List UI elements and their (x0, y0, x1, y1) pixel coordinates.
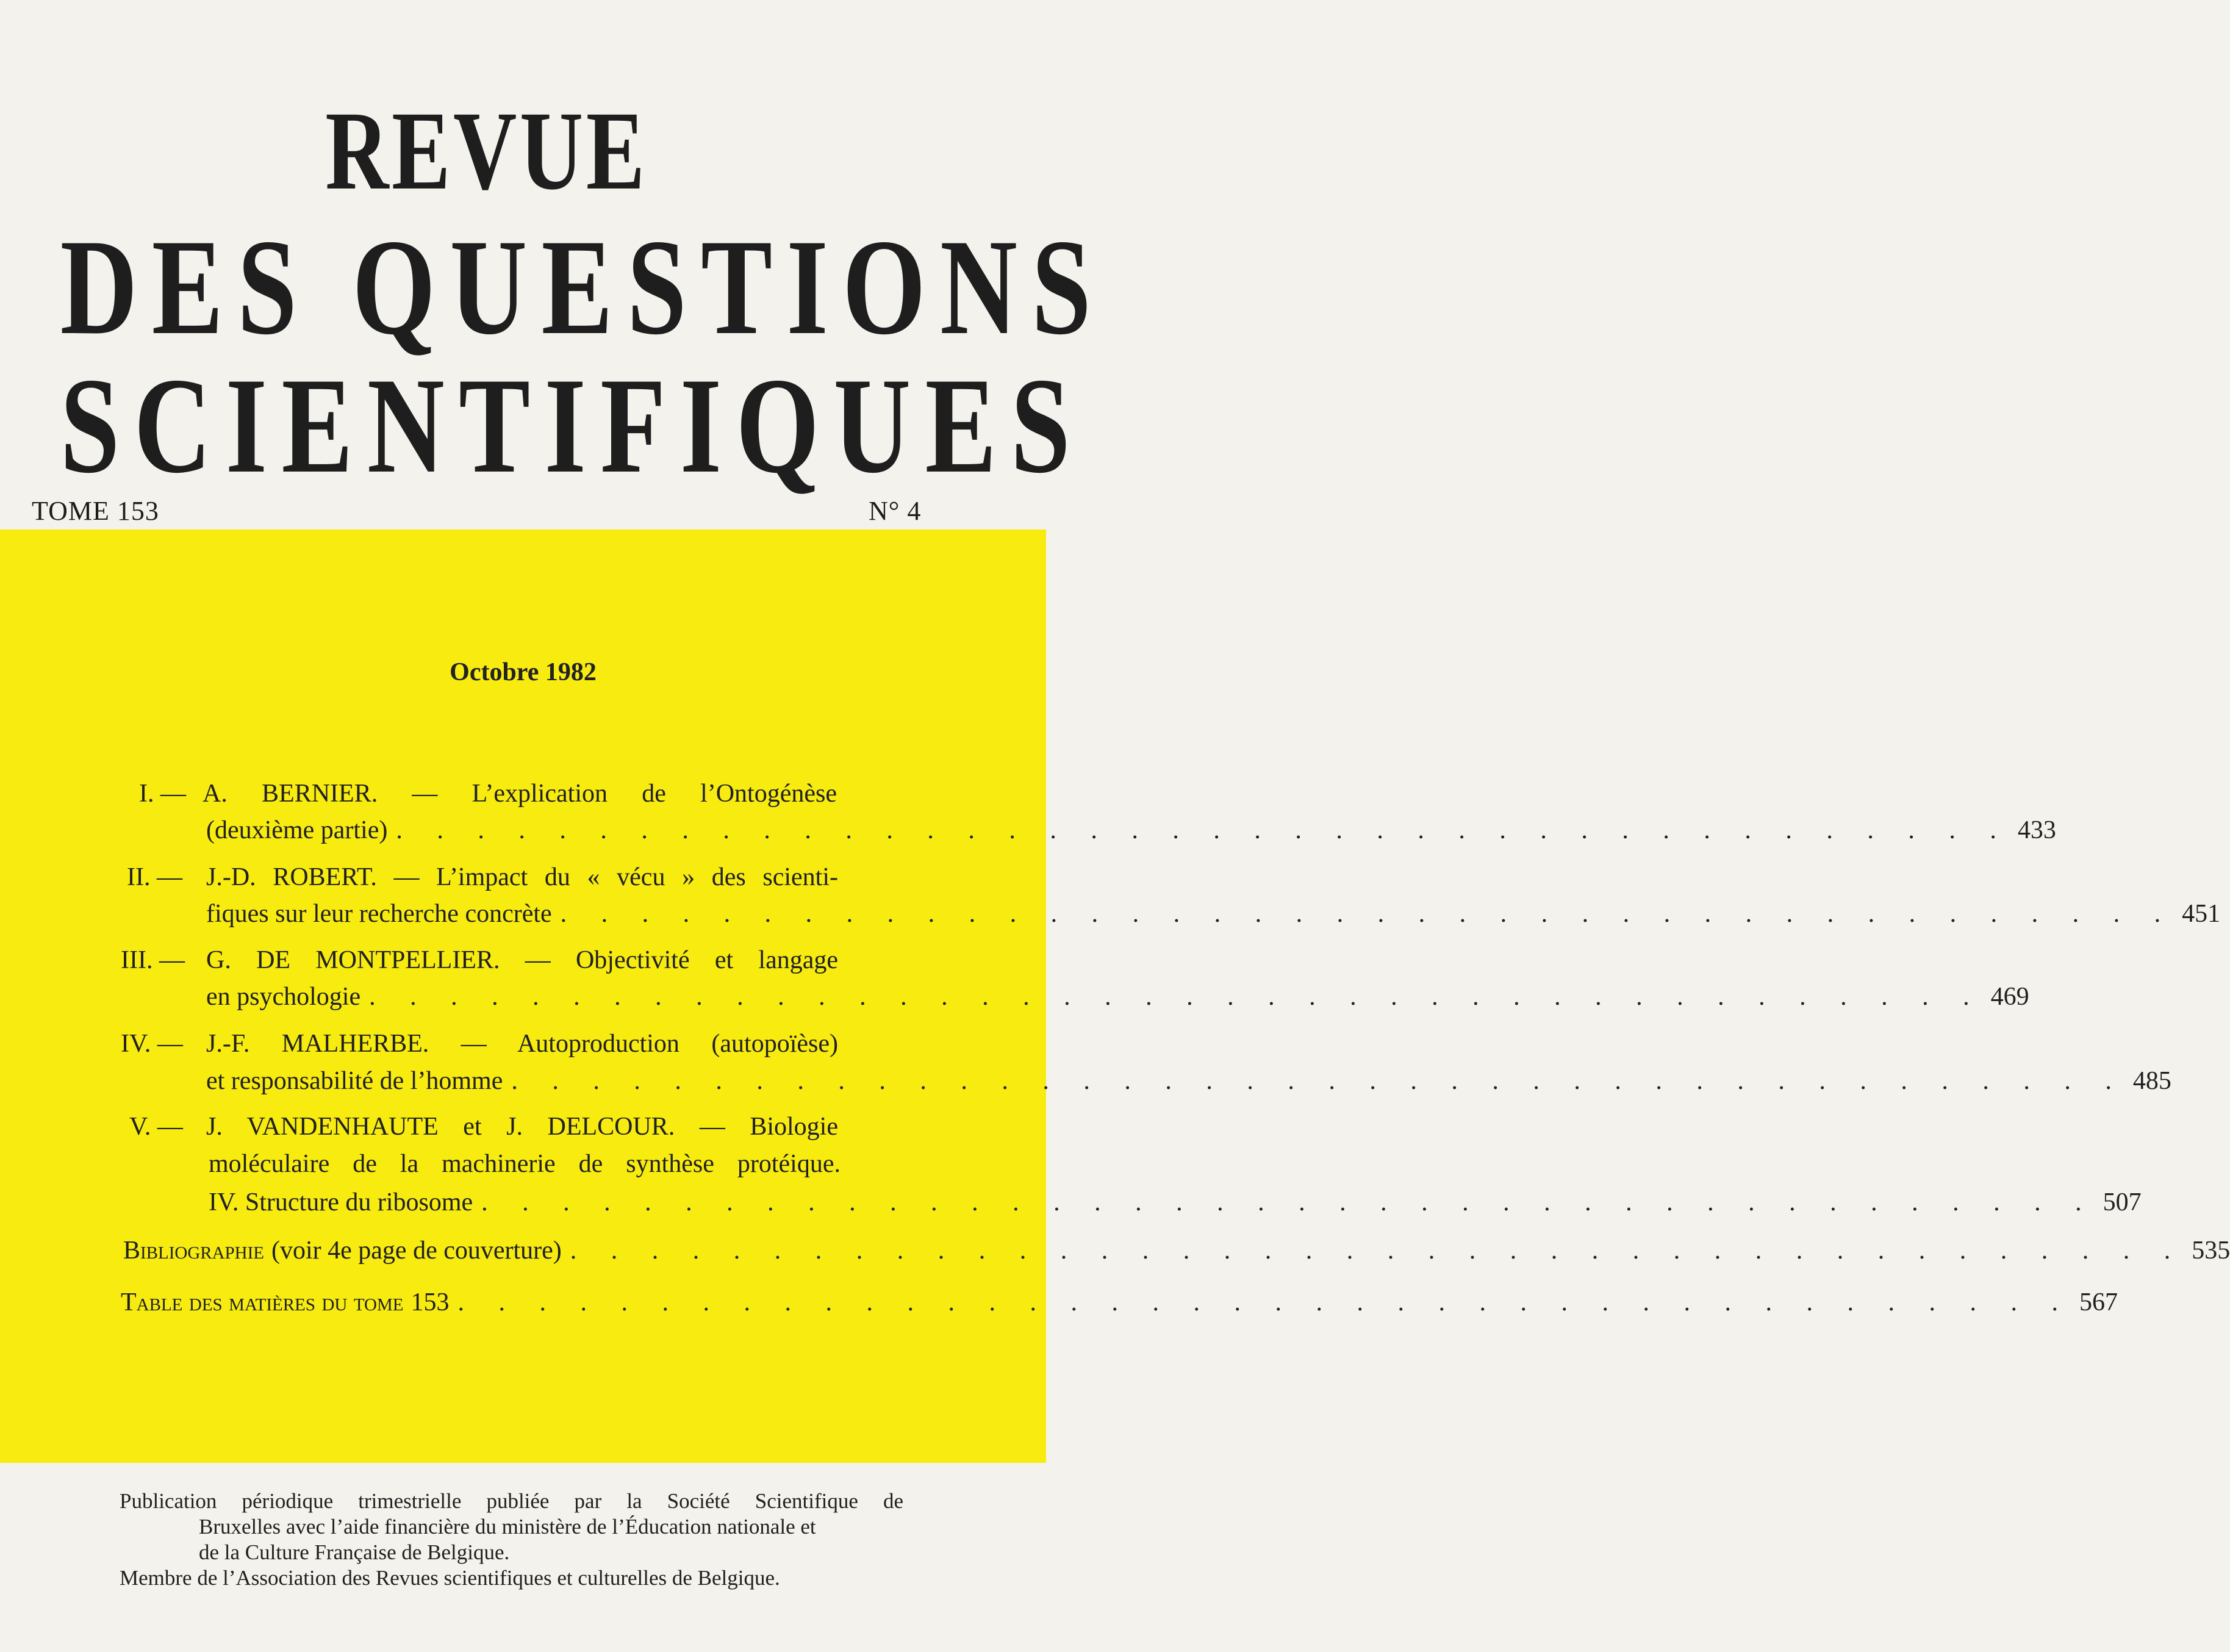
publisher-note-line-3: de la Culture Française de Belgique. (199, 1540, 510, 1564)
issue-number: N° 4 (869, 496, 922, 526)
toc-numeral: III. — (121, 946, 185, 974)
toc-numeral: II. — (127, 863, 182, 891)
toc-entry-subtitle: fiques sur leur recherche concrète (206, 900, 552, 928)
toc-entry-title: J.-D. ROBERT. — L’impact du « vécu » des scienti- (206, 863, 838, 891)
toc-entry-title: J.-F. MALHERBE. — Autoproduction (autopoïèse) (206, 1030, 838, 1058)
dot-leader: . . . . . . . . . . . . . . . . . . . . . . . . . . . . . . . . . . . . . . . . (511, 1067, 2126, 1095)
toc-entry-last-line (206, 983, 2029, 1011)
toc-page-number: 485 (2132, 1067, 2171, 1095)
toc-entry-last-line (206, 1067, 2171, 1095)
publisher-note (120, 1489, 903, 1591)
toc-entry-title: G. DE MONTPELLIER. — Objectivité et langage (206, 946, 838, 974)
dot-leader: . . . . . . . . . . . . . . . . . . . . . . . . . . . . . . . . . . . . . . . . (481, 1188, 2096, 1216)
toc-entry-last-line (209, 1188, 2142, 1216)
toc-table-of-contents (121, 1288, 2118, 1316)
dot-leader: . . . . . . . . . . . . . . . . . . . . . . . . . . . . . . . . . . . . . . . . (396, 816, 2010, 844)
bibliography-note: (voir 4e page de couverture) (271, 1237, 562, 1265)
table-volume: 153 (411, 1288, 450, 1316)
toc-page-number: 567 (2079, 1288, 2118, 1316)
volume-label: TOME 153 (32, 496, 159, 526)
masthead-line-2: DES QUESTIONS (60, 210, 1106, 363)
masthead-line-3: SCIENTIFIQUES (60, 349, 1085, 501)
toc-entry-last-line (206, 900, 2221, 928)
toc-page-number: 535 (2192, 1237, 2230, 1265)
bibliography-label: Bibliographie (123, 1237, 264, 1265)
dot-leader: . . . . . . . . . . . . . . . . . . . . . . . . . . . . . . . . . . . . . . . . (369, 983, 1984, 1011)
toc-numeral: V. — (129, 1113, 183, 1141)
table-label: Table des matières du tome (121, 1288, 404, 1316)
toc-page-number: 469 (1990, 983, 2029, 1011)
toc-entry-subtitle: et responsabilité de l’homme (206, 1067, 503, 1095)
dot-leader: . . . . . . . . . . . . . . . . . . . . . . . . . . . . . . . . . . . . . . . . (570, 1237, 2185, 1265)
issue-date: Octobre 1982 (450, 658, 597, 686)
publisher-note-line-2: Bruxelles avec l’aide financière du ministère de l’Éducation nationale et (199, 1515, 816, 1539)
toc-page-number: 433 (2017, 816, 2056, 844)
dot-leader: . . . . . . . . . . . . . . . . . . . . . . . . . . . . . . . . . . . . . . . . (560, 900, 2175, 928)
toc-bibliography (123, 1237, 2230, 1265)
toc-entry-title: A. BERNIER. — L’explication de l’Ontogénèse (203, 780, 837, 808)
toc-entry-title-continued: moléculaire de la machinerie de synthèse protéique. (209, 1150, 841, 1178)
dot-leader: . . . . . . . . . . . . . . . . . . . . . . . . . . . . . . . . . . . . . . . . (457, 1288, 2072, 1316)
toc-entry-subtitle: IV. Structure du ribosome (209, 1188, 473, 1216)
publisher-note-line-1: Publication périodique trimestrielle publiée par la Société Scientifique de (120, 1489, 903, 1513)
toc-entry-subtitle: en psychologie (206, 983, 361, 1011)
toc-numeral: IV. — (121, 1030, 183, 1058)
toc-entry-subtitle: (deuxième partie) (206, 816, 388, 844)
toc-page-number: 507 (2103, 1188, 2142, 1216)
masthead-line-1: REVUE (325, 88, 648, 214)
toc-page-number: 451 (2182, 900, 2221, 928)
toc-entry-last-line (206, 816, 2056, 844)
toc-entry-title: J. VANDENHAUTE et J. DELCOUR. — Biologie (206, 1113, 838, 1141)
toc-numeral: I. — (139, 780, 186, 808)
publisher-note-line-4: Membre de l’Association des Revues scientifiques et culturelles de Belgique. (120, 1566, 780, 1590)
